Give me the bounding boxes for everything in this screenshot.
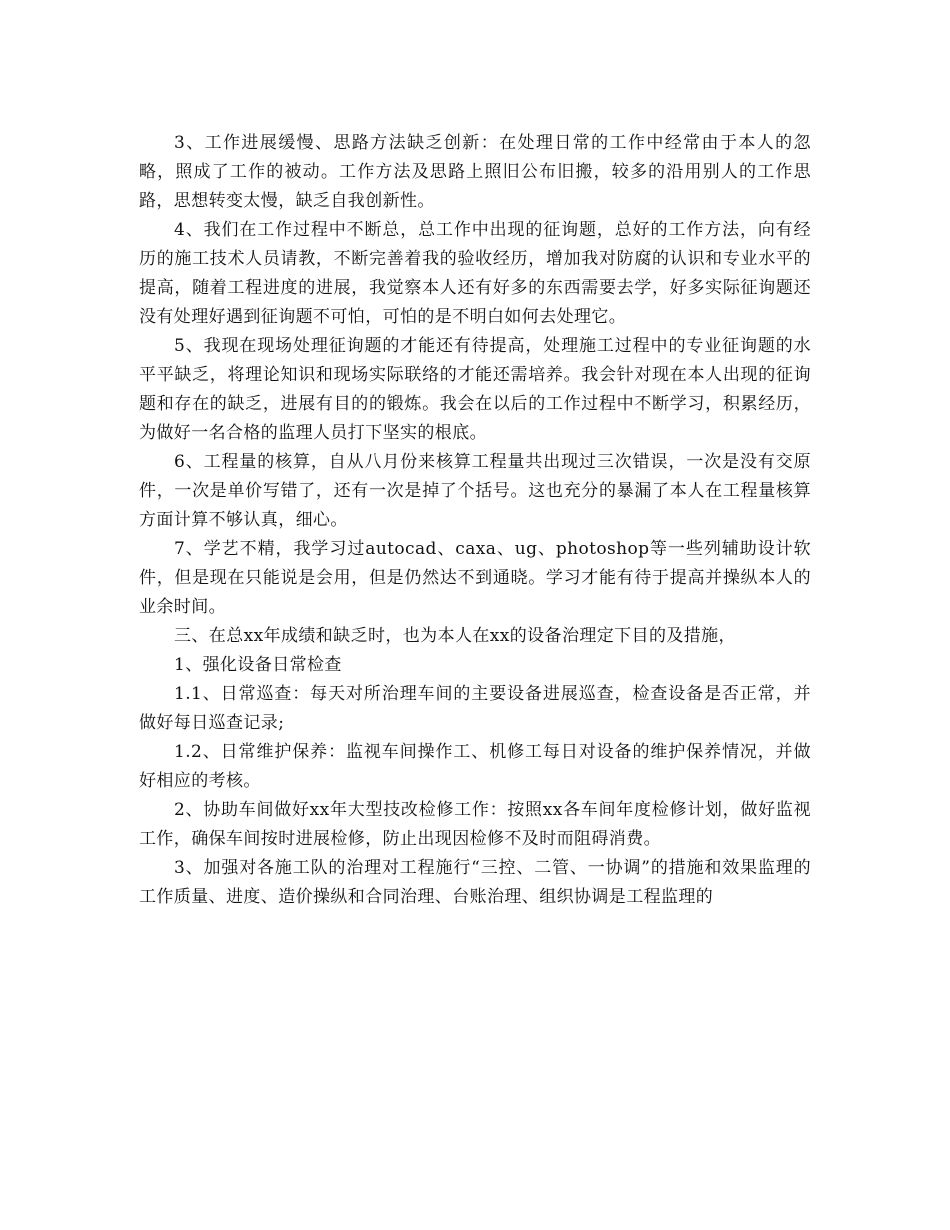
paragraph-item-1-1-daily-inspection: 1.1、日常巡查：每天对所治理车间的主要设备进展巡查，检查设备是否正常，并做好每日巡查记录; <box>139 684 811 733</box>
paragraph-item-4-summary-learning: 4、我们在工作过程中不断总，总工作中出现的征询题，总好的工作方法，向有经历的施工技术人员请教，不断完善着我的验收经历，增加我对防腐的认识和专业水平的提高，随着工程进度的进展，我觉察本人还有好多的东西需要去学，好多实际征询题还没有处理好遇到征询题不可怕，可怕的是不明白如何去处理它。 <box>139 220 811 327</box>
paragraph-item-5-onsite-ability: 5、我现在现场处理征询题的才能还有待提高，处理施工过程中的专业征询题的水平平缺乏，将理论知识和现场实际联络的才能还需培养。我会针对现在本人出现的征询题和存在的缺乏，进展有目的的锻炼。我会在以后的工作过程中不断学习，积累经历，为做好一名合格的监理人员打下坚实的根底。 <box>139 336 811 443</box>
paragraph-item-2-major-overhaul: 2、协助车间做好xx年大型技改检修工作：按照xx各车间年度检修计划，做好监视工作，确保车间按时进展检修，防止出现因检修不及时而阻碍消费。 <box>139 800 811 849</box>
paragraph-item-3-contractor-management: 3、加强对各施工队的治理对工程施行“三控、二管、一协调”的措施和效果监理的工作质量、进度、造价操纵和合同治理、台账治理、组织协调是工程监理的 <box>139 858 811 907</box>
paragraph-item-7-software-skills: 7、学艺不精，我学习过autocad、caxa、ug、photoshop等一些列辅助设计软件，但是现在只能说是会用，但是仍然达不到通晓。学习才能有待于提高并操纵本人的业余时间。 <box>139 539 811 617</box>
paragraph-item-1-2-daily-maintenance: 1.2、日常维护保养：监视车间操作工、机修工每日对设备的维护保养情况，并做好相应的考核。 <box>139 742 811 791</box>
paragraph-item-6-quantity-check: 6、工程量的核算，自从八月份来核算工程量共出现过三次错误，一次是没有交原件，一次是单价写错了，还有一次是掉了个括号。这也充分的暴漏了本人在工程量核算方面计算不够认真，细心。 <box>139 452 811 530</box>
section-heading-goals-measures: 三、在总xx年成绩和缺乏时，也为本人在xx的设备治理定下目的及措施， <box>174 626 736 646</box>
paragraph-item-3-work-progress: 3、工作进展缓慢、思路方法缺乏创新：在处理日常的工作中经常由于本人的忽略，照成了工作的被动。工作方法及思路上照旧公布旧搬，较多的沿用别人的工作思路，思想转变太慢，缺乏自我创新性。 <box>139 133 811 211</box>
paragraph-item-1-equipment-check: 1、强化设备日常检查 <box>174 655 342 675</box>
document-body <box>139 129 811 912</box>
